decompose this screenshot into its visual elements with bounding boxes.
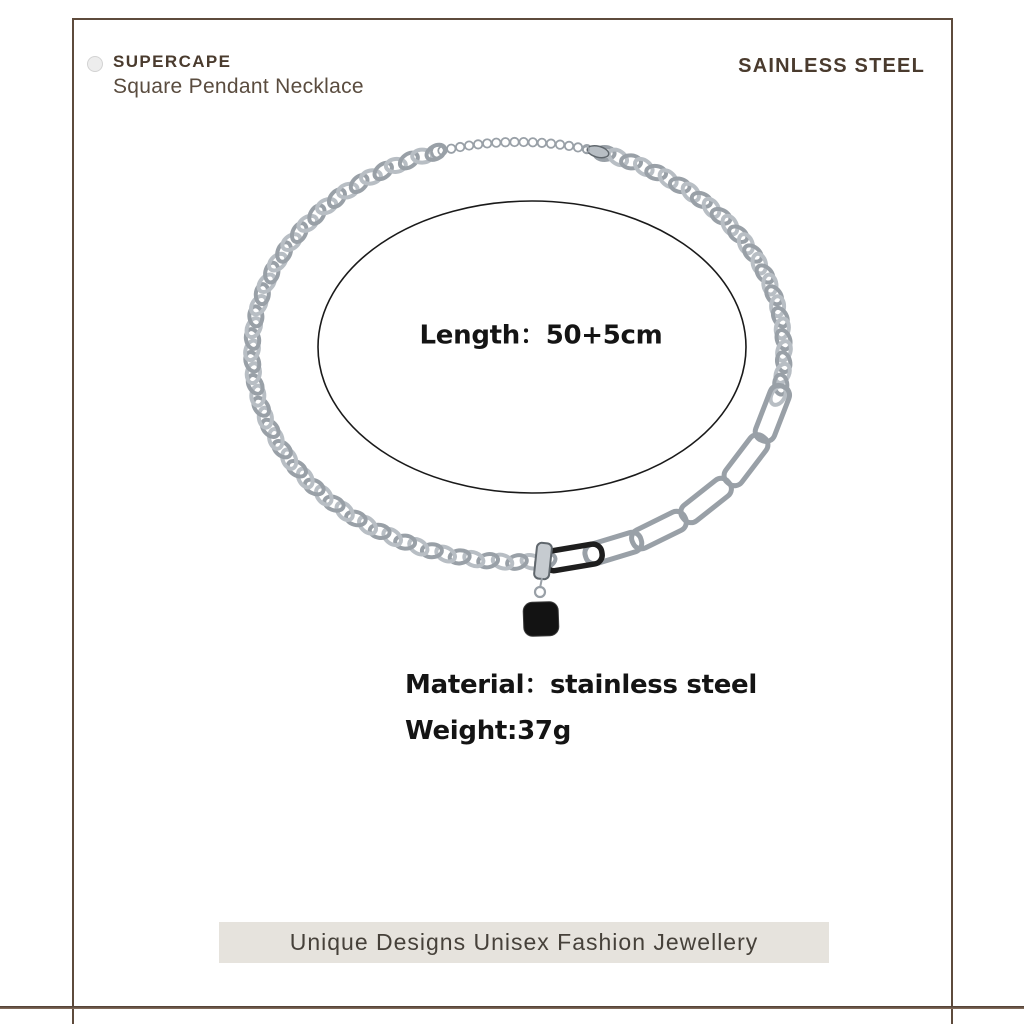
curb-chain-left <box>243 142 558 571</box>
chain-link <box>621 155 642 169</box>
extender-link <box>465 141 473 149</box>
extender-link <box>565 142 573 150</box>
extender-link <box>556 140 564 148</box>
cable-link <box>629 508 690 552</box>
extender-link <box>474 140 482 148</box>
chain-link <box>395 535 416 549</box>
curb-chain-right <box>595 146 794 407</box>
extender-link <box>538 139 546 147</box>
material-badge: SAINLESS STEEL <box>738 55 925 77</box>
pendant-ring <box>535 587 545 597</box>
brand-name: SUPERCAPE <box>113 52 232 71</box>
extender-link <box>456 143 464 151</box>
length-label: Length：50+5cm <box>419 320 663 351</box>
chain-link <box>751 252 769 275</box>
extender-link <box>447 145 455 153</box>
extender-link <box>529 138 537 146</box>
specs-block <box>405 662 757 754</box>
footer-banner-text: Unique Designs Unisex Fashion Jewellery <box>289 929 759 955</box>
extender-link <box>510 138 518 146</box>
extender-link <box>492 139 500 147</box>
extender-link <box>574 143 582 151</box>
chain-link <box>385 158 406 173</box>
chain-link <box>360 169 382 186</box>
chain-link <box>267 428 284 451</box>
chain-link <box>263 261 280 283</box>
extender-link <box>547 139 555 147</box>
necklace-chain <box>243 138 793 637</box>
extender-link <box>519 138 527 146</box>
chain-link <box>645 164 667 180</box>
pendant-bail <box>534 542 553 579</box>
weight-label: Weight:37g <box>405 716 572 746</box>
product-title: Square Pendant Necklace <box>113 75 364 98</box>
extender-link <box>501 138 509 146</box>
material-label: Material：stainless steel <box>405 670 757 700</box>
footer-banner <box>219 922 829 963</box>
extender-chain <box>432 138 592 158</box>
chain-link <box>369 523 391 539</box>
extender-link <box>483 139 491 147</box>
pendant-square <box>523 601 559 636</box>
cable-chain-right <box>543 383 792 572</box>
